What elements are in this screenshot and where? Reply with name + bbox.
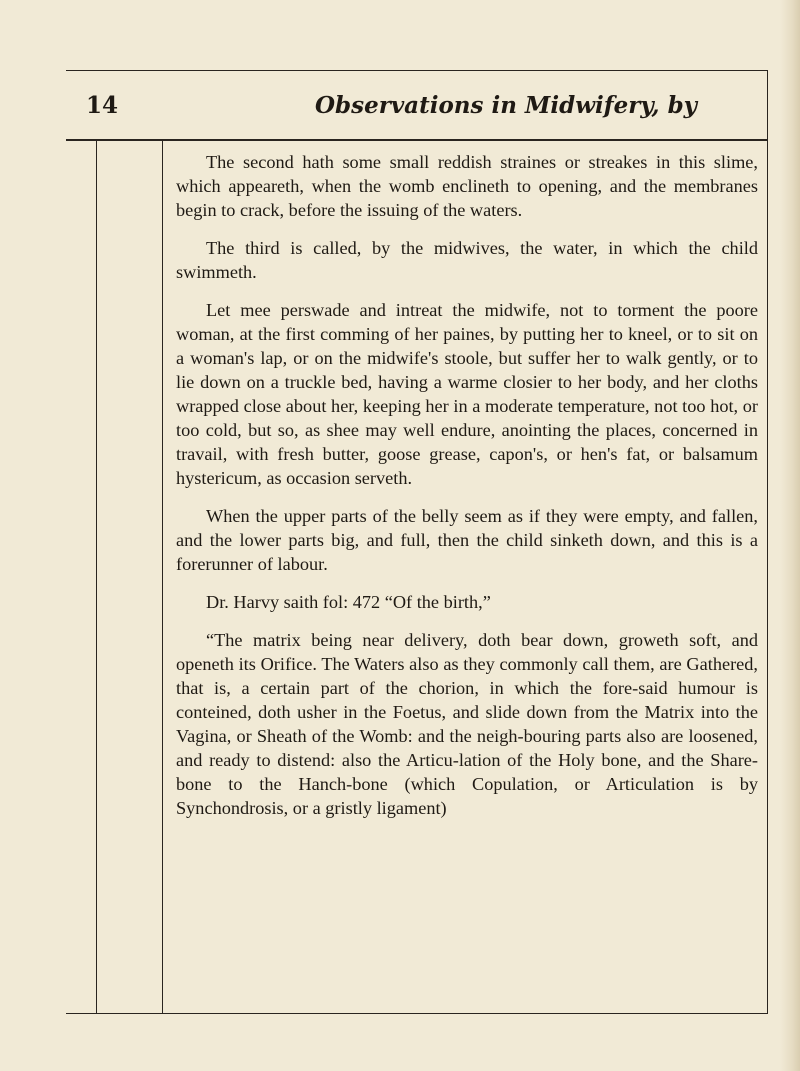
paragraph: When the upper parts of the belly seem as if they were empty, and fallen, and the lower parts big, and full, then the child sinketh down, and this is a forerunner of labour. [176,506,758,574]
paragraph: Dr. Harvy saith fol: 472 “Of the birth,” [206,592,491,612]
margin-column-line-2 [162,140,163,1013]
body-text [176,150,758,820]
paragraph: The third is called, by the midwives, the water, in which the child swimmeth. [176,238,758,282]
page-number: 14 [86,92,119,119]
footer-rule [66,1013,768,1014]
paragraph: Let mee perswade and intreat the midwife, not to torment the poore woman, at the first comming of her paines, by putting her to kneel, or to sit on a woman's lap, or on the midwife's stoole, but suffer her to walk gently, or to lie down on a truckle bed, having a warme closier to her body, and her cloths wrapped close about her, keeping her in a moderate temperature, not too hot, or too cold, but so, as shee may well endure, anointing the places, concerned in travail, with fresh butter, goose grease, capon's, or hen's fat, or balsamum hystericum, as occasion serveth. [176,300,758,488]
header-rule-top [66,70,768,71]
running-title: Observations in Midwifery, by [315,92,698,119]
right-border-line [767,70,768,1013]
paragraph: “The matrix being near delivery, doth bear down, groweth soft, and openeth its Orifice. The Waters also as they commonly call them, are Gathered, that is, a certain part of the chorion, in which the fore-said humour is conteined, doth usher in the Foetus, and slide down from the Matrix into the Vagina, or Sheath of the Womb: and the neigh-bouring parts also are loosened, and ready to distend: also the Articu-lation of the Holy bone, and the Share-bone to the Hanch-bone (which Copulation, or Articulation is by Synchondrosis, or a gristly ligament) [176,630,758,818]
page-edge [780,0,800,1071]
margin-column-line-1 [96,140,97,1013]
header-rule-bottom [66,139,768,141]
paragraph: The second hath some small reddish straines or streakes in this slime, which appeareth, when the womb enclineth to opening, and the membranes begin to crack, before the issuing of the waters. [176,152,758,220]
